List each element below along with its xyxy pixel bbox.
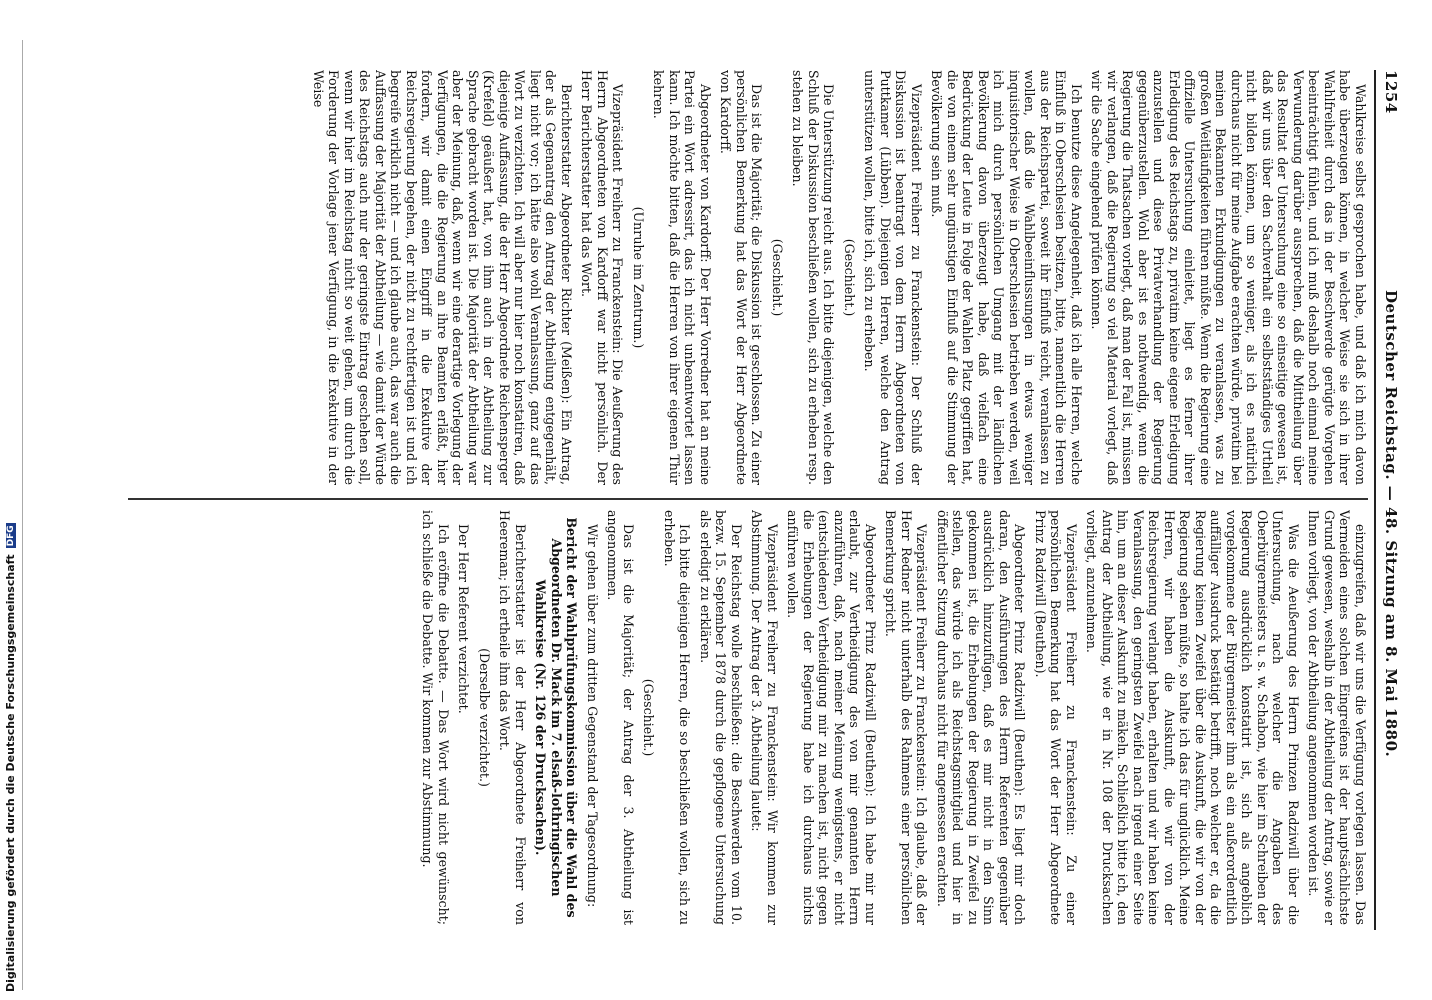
column-divider xyxy=(128,498,1368,500)
paragraph: Ich eröffne die Debatte. — Das Wort wird nicht gewünscht; ich schließe die Debatte. Wir kommen zur Abstimmung. xyxy=(420,510,451,925)
credit-text-wrap xyxy=(4,523,17,992)
paragraph: Abgeordneter von Kardorff: Der Herr Vorredner hat an meine Partei ein Wort adressirt, das ich nicht unbeantwortet lassen kann. Ich möchte bitten, daß die Herren von ihrer eigenen Thür kehren. xyxy=(651,70,713,485)
paragraph: Berichterstatter Abgeordneter Richter (Meißen): Ein Antrag, der als Gegenantrag den Antrag der Abtheilung entgegenhält, liegt nicht vor; ich hätte also wohl Veranlassung, ganz auf das Wort zu verzichten. Ich will aber nur hier noch konstatiren, daß diejenige Auffassung, die der Herr Abgeordnete Reichensperger (Krefeld) geäußert hat, von ihm auch in der Abtheilung zur Sprache gebracht worden ist. Die Majorität der Abtheilung war aber der Meinung, daß, wenn wir eine derartige Vorlegung der Verfügungen, die die Regierung an ihre Beamten erläßt, hier fordern, wir damit einen Eingriff in die Exekutive der Reichsregierung begehen, der nicht zu rechtfertigen ist und ich begreife wirklich nicht — und ich glaube auch, das war auch die Auffassung der Majorität der Abtheilung — wie damit der Würde des Reichstags auch nur der geringste Eintrag geschehen soll, wenn wir hier im Reichstag nicht so weit gehen, um durch die Forderung der Vorlage jener Verfügung, in die Exekutive in der Weise xyxy=(311,70,574,485)
left-column xyxy=(128,70,1368,485)
paragraph: Vizepräsident Freiherr zu Franckenstein: Zu einer persönlichen Bemerkung hat das Wort der Herr Abgeordnete Prinz Radziwill (Beuthen). xyxy=(1033,510,1079,925)
header-rule xyxy=(1374,70,1376,930)
paragraph: Der Reichstag wolle beschließen: die Beschwerden vom 10. bezw. 15. September 1878 durch die gepflogene Untersuchung als erledigt zu erklären. xyxy=(698,510,744,925)
paragraph: Wir gehen über zum dritten Gegenstand der Tagesordnung: xyxy=(585,524,600,908)
paragraph: einzugreifen, daß wir uns die Verfügung vorlegen lassen. Das Vermeiden eines solchen Eingreifens ist der hauptsächlichste Grund gewesen, weshalb in der Abtheilung der Antrag, sowie er Ihnen vorliegt, von der Abtheilung angenommen worden ist. xyxy=(1306,510,1368,925)
paragraph: Vizepräsident Freiherr zu Franckenstein: Der Schluß der Diskussion ist beantragt von dem Herrn Abgeordneten von Puttkamer (Lübben). Diejenigen Herren, welche den Antrag unterstützen wollen, bitte ich, sich zu erheben. xyxy=(862,70,924,485)
page-header xyxy=(1378,70,1400,930)
paragraph: Das ist die Majorität; der Antrag der 3. Abtheilung ist angenommen. xyxy=(605,510,636,925)
paragraph: Wahlkreise selbst gesprochen habe, und daß ich mich davon habe überzeugen können, in welcher Weise sie sich in ihrer Wahlfreiheit durch das in der Beschwerde gerügte Vorgehen beeinträchtigt fühlen, und ich muß deshalb noch einmal meine Verwunderung darüber aussprechen, daß die Mittheilung über das Resultat der Untersuchung eine so einseitige gewesen ist, daß wir uns über den Sachverhalt ein selbstständiges Urtheil nicht bilden können, um so weniger, als ich es natürlich durchaus nicht für meine Aufgabe erachten würde, privatim bei meinen Bekannten Erkundigungen zu veranlassen, was zu großen Weitläufigkeiten führen müßte. Wenn die Regierung eine offizielle Untersuchung einleitet, liegt es ferner ihrer Erledigung des Reichstags zu, privatim keine eigene Erledigung anzustellen und diese Privatverhandlung der Regierung gegenüberzustellen. Wohl aber ist es nothwendig, wenn die Regierung die Thatsachen vorlegt, daß man der Fall ist, müssen wir verlangen, daß die Regierung so viel Material vorlegt, daß wir die Sache eingehend prüfen können. xyxy=(1089,70,1368,485)
paragraph: Ich bitte diejenigen Herren, die so beschließen wollen, sich zu erheben. xyxy=(662,510,693,925)
paragraph: Abgeordneter Prinz Radziwill (Beuthen): Ich habe mir nur erlaubt, zur Vertheidigung des von mir genannten Herrn anzuführen, daß, nach meiner Meinung wenigstens, er nicht (entschiedener) Vertheidigung mir zu machen ist, nicht gegen die Erhebungen der Regierung habe ich durchaus nichts anführen wollen. xyxy=(785,510,878,925)
paragraph: Ich benutze diese Angelegenheit, daß ich alle Herren, welche Einfluß in Oberschlesien besitzen, bitte, namentlich die Herren aus der Reichspartei, soweit ihr Einfluß reicht, veranlassen zu wollen, daß die Wahlbeeinflussungen in etwas weniger inquisitorischer Weise in Oberschlesien betrieben werden, weil ich mich durch persönlichen Umgang mit der ländlichen Bevölkerung davon überzeugt habe, daß vielfach eine Bedrückung der Leute in Folge der Wahlen Platz gegriffen hat, die von einem sehr ungünstigen Einfluß auf die Stimmung der Bevölkerung sein muß. xyxy=(929,70,1084,485)
paragraph: Vizepräsident Freiherr zu Franckenstein: Die Aeußerung des Herrn Abgeordneten von Kardorff war nicht persönlich. Der Herr Berichterstatter hat das Wort. xyxy=(579,70,626,485)
page-number: 1254 xyxy=(1382,70,1400,114)
stage-direction: (Unruhe im Zentrum.) xyxy=(631,206,646,349)
newspaper-page xyxy=(100,70,1400,930)
paragraph: Was die Aeußerung des Herrn Prinzen Radziwill über die Untersuchung, nach welcher die Angaben des Oberbürgermeisters u. s. w. Schabon, wie hier im Schreiben der Regierung ausdrücklich konstatirt ist, sich als angeblich vorgekommene der Bürgermeister ihm als ein außerordentlich auffälliger Ausdruck bestätigt betrifft, noch welcher er, da die Regierung keinen Zweifel über die Auskunft, die wir von der Regierung sehen müßte, so halte ich das für unglücklich. Meine Herren, wir haben die Auskunft, die wir von der Reichsregierung verlangt haben, erhalten und wir haben keine Veranlassung, den geringsten Zweifel nach irgend einer Seite hin, um an dieser Auskunft zu mäkeln. Schließlich bitte ich, den Antrag der Abtheilung, wie er in Nr. 108 der Drucksachen vorliegt, anzunehmen. xyxy=(1084,510,1301,925)
paragraph: Vizepräsident Freiherr zu Franckenstein: Ich glaube, daß der Herr Redner nicht unterhalb des Rahmens einer persönlichen Bemerkung spricht. xyxy=(883,510,930,925)
paragraph: Die Unterstützung reicht aus. Ich bitte diejenigen, welche den Schluß der Diskussion beschließen wollen, sich zu erheben resp. stehen zu bleiben. xyxy=(790,70,837,485)
page-title: Deutscher Reichstag. — 48. Sitzung am 8. Mai 1880. xyxy=(1382,290,1400,758)
scan-edge-line xyxy=(22,40,23,990)
stage-direction: (Geschieht.) xyxy=(770,238,785,317)
paragraph: Das ist die Majorität; die Diskussion ist geschlossen. Zu einer persönlichen Bemerkung hat das Wort der Herr Abgeordnete von Kardorff. xyxy=(718,70,765,485)
paragraph: Vizepräsident Freiherr zu Franckenstein: Wir kommen zur Abstimmung. Der Antrag der 3. Abtheilung lautet: xyxy=(749,510,780,925)
stage-direction: (Geschieht.) xyxy=(842,238,857,317)
agenda-item-title: Bericht der Wahlprüfungskommission über die Wahl des Abgeordneten Dr. Mack im 7. elsaß-lothringischen Wahlkreise (Nr. 126 der Drucksachen). xyxy=(533,517,580,918)
paragraph: Abgeordneter Prinz Radziwill (Beuthen): Es liegt mir doch daran, den Ausführungen des Herrn Referenten gegenüber ausdrücklich hinzuzufügen, daß es mir nicht in den Sinn gekommen ist, die Erhebungen der Regierung in Zweifel zu stellen, das würde ich als Reichstagsmitglied und hier in öffentlicher Sitzung durchaus nicht für angemessen erachten. xyxy=(935,510,1028,925)
right-column xyxy=(128,510,1368,925)
credit-text: Digitalisierung gefördert durch die Deutsche Forschungsgemeinschaft xyxy=(4,554,17,992)
paragraph: Berichterstatter ist der Herr Abgeordnete Freiherr von Heereman; ich ertheile ihm das Wort. xyxy=(497,510,528,925)
paragraph: Der Herr Referent verzichtet. xyxy=(456,524,472,714)
dfg-logo: DFG xyxy=(6,525,16,547)
stage-direction: (Derselbe verzichtet.) xyxy=(477,648,492,787)
stage-direction: (Geschieht.) xyxy=(641,678,657,757)
